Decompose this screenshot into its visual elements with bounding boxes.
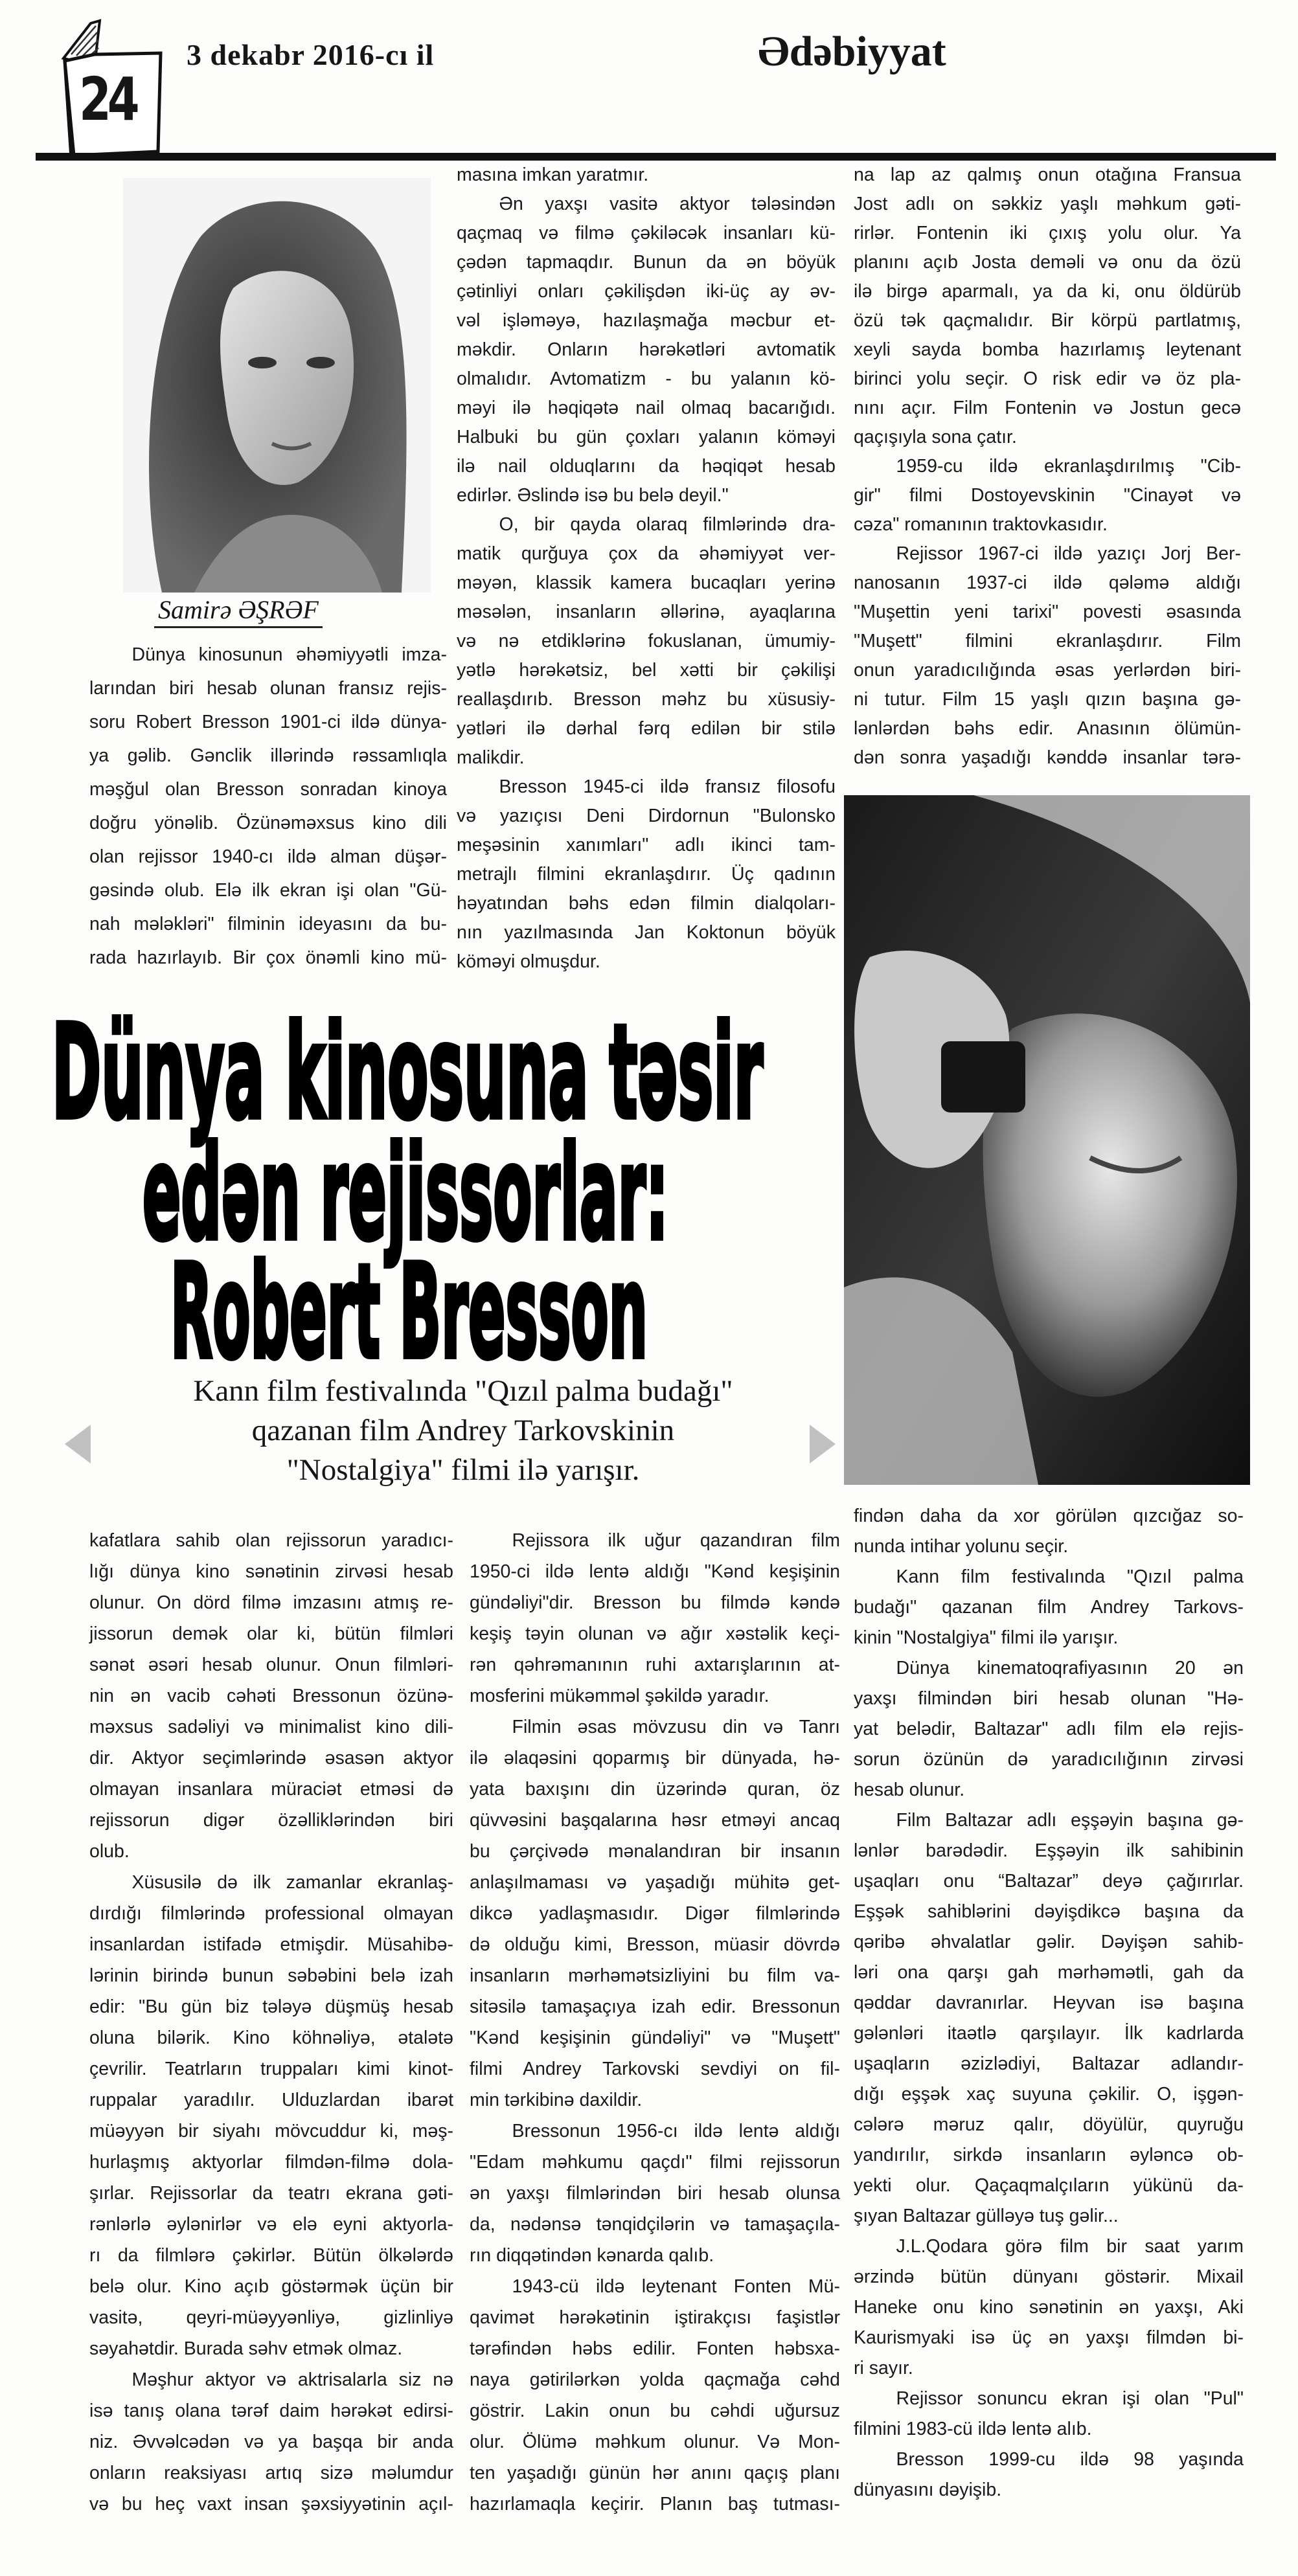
text-line: ərzində bütün dünyanı göstərir. Mixail bbox=[854, 2266, 1244, 2287]
text-line: göstrir. Lakin onun bu cəhdi uğursuz bbox=[470, 2401, 840, 2421]
paragraph bbox=[470, 1712, 840, 2116]
text-line: vəl işləməyə, hazılaşmağa məcbur et- bbox=[457, 310, 836, 331]
text-line: yat belədir, Baltazar" adlı film elə rejis- bbox=[854, 1719, 1244, 1739]
paragraph bbox=[854, 1501, 1244, 1562]
text-line: lənlər barədədir. Eşşəyin ilk sahibinin bbox=[854, 1840, 1244, 1861]
text-line: ni tutur. Film 15 yaşlı qızın başına gə- bbox=[854, 689, 1241, 710]
text-line: özü tək qaçmalıdır. Bir körpü partlatmış, bbox=[854, 310, 1241, 331]
text-line: Ən yaxşı vasitə aktyor tələsindən bbox=[499, 194, 836, 214]
text-line: soru Robert Bresson 1901-ci ildə dünya- bbox=[89, 712, 447, 732]
paragraph bbox=[457, 190, 836, 510]
text-line: yətləri ilə dərhal fərq edilən bir stilə bbox=[457, 718, 836, 739]
bresson-photo bbox=[844, 795, 1250, 1485]
text-line: qaçışıyla sona çatır. bbox=[854, 427, 1017, 447]
text-line: olmalıdır. Avtomatizm - bu yalanın kö- bbox=[457, 368, 836, 389]
text-line: ten yaşadığı günün hər anını qaçış planı bbox=[470, 2463, 840, 2483]
paragraph bbox=[854, 2384, 1244, 2445]
subheadline-line: qazanan film Andrey Tarkovskinin bbox=[251, 1414, 675, 1447]
text-line: Filmin əsas mövzusu din və Tanrı bbox=[512, 1717, 840, 1737]
text-line: uşaqları onu “Baltazar” deyə çağırırlar. bbox=[854, 1871, 1244, 1892]
text-line: filmini 1983-cü ildə lentə alıb. bbox=[854, 2419, 1092, 2439]
text-line: yətlə hərəkətsiz, bel xətti bir çəkilişi bbox=[457, 660, 836, 681]
text-line: metrajlı filmini ekranlaşdırır. Üç qadının bbox=[457, 864, 836, 885]
paragraph bbox=[470, 1525, 840, 1712]
text-line: qaçmaq və filmə çəkiləcək insanları kü- bbox=[457, 223, 836, 243]
text-line: vasitə, qeyri-müəyyənliyə, gizlinliyə bbox=[89, 2307, 453, 2328]
text-line: da, nədənsə tənqidçilərin və tamaşaçıla- bbox=[470, 2214, 840, 2235]
text-line: məyi ilə həqiqətə nail olmaq bacarığıdı. bbox=[457, 398, 836, 418]
text-line: anlaşılmaması və yaşadığı mühitə get- bbox=[470, 1872, 840, 1893]
text-line: filmi Andrey Tarkovski sevdiyi on fil- bbox=[470, 2059, 840, 2079]
text-line: masına imkan yaratmır. bbox=[457, 164, 649, 185]
text-line: jissorun demək olar ki, bütün filmləri bbox=[89, 1623, 453, 1644]
text-line: insanlardan istifadə etmişdir. Müsahibə- bbox=[89, 1934, 453, 1955]
text-line: keşiş təyin olunan və ağır xəstəlik keçi- bbox=[470, 1623, 840, 1644]
text-line: ilə əlaqəsini qoparmış bir dünyada, hə- bbox=[470, 1748, 840, 1768]
text-line: Film Baltazar adlı eşşəyin başına gə- bbox=[896, 1810, 1244, 1831]
text-line: edir: "Bu gün biz tələyə düşmüş hesab bbox=[89, 1996, 453, 2017]
text-line: çətinliyi onları çəkilişdən iki-üç ay əv- bbox=[457, 281, 836, 302]
paragraph bbox=[457, 773, 836, 977]
text-line: ri sayır. bbox=[854, 2358, 913, 2378]
paragraph bbox=[89, 1867, 453, 2364]
text-line: ruppalar yaradılır. Ulduzlardan ibarət bbox=[89, 2090, 453, 2110]
text-line: də olduğu kimi, Bresson, müasir dövrdə bbox=[470, 1934, 840, 1955]
text-line: dir. Aktyor seçimlərində əsasən aktyor bbox=[89, 1748, 453, 1768]
page-number: 24 bbox=[79, 65, 136, 134]
subheadline bbox=[139, 1372, 787, 1490]
text-line: edirlər. Əslində isə bu belə deyil." bbox=[457, 485, 729, 506]
text-line: yekti olur. Qaçaqmalçıların yükünü da- bbox=[854, 2175, 1244, 2196]
text-line: lığı dünya kino sənətinin zirvəsi hesab bbox=[89, 1561, 453, 1582]
text-line: belə olur. Kino açıb göstərmək üçün bir bbox=[89, 2276, 453, 2297]
text-line: rən qəhrəmanının ruhi axtarışlarının at- bbox=[470, 1655, 840, 1675]
text-line: dığı eşşək xaç suyuna çəkilir. O, işgən- bbox=[854, 2084, 1244, 2105]
text-line: planını açıb Josta deməli və onu da özü bbox=[854, 252, 1241, 273]
text-line: olunur. On dörd filmə imzasını atmış re- bbox=[89, 1592, 453, 1613]
text-line: lərinin birində bunun səbəbini belə izah bbox=[89, 1965, 453, 1986]
text-line: Rejissora ilk uğur qazandıran film bbox=[512, 1530, 840, 1551]
text-line: rənlərlə əylənirlər və elə eyni aktyorla- bbox=[89, 2214, 453, 2235]
text-line: J.L.Qodara görə film bir saat yarım bbox=[896, 2236, 1244, 2257]
paragraph bbox=[470, 2116, 840, 2271]
text-line: tərəfindən həbs edilir. Fonten həbsxa- bbox=[470, 2338, 840, 2359]
article-column-top-middle bbox=[457, 161, 836, 977]
text-line: şıyan Baltazar gülləyə tuş gəlir... bbox=[854, 2206, 1119, 2226]
text-line: Dünya kinematoqrafiyasının 20 ən bbox=[896, 1658, 1244, 1678]
text-line: rejissorun digər özəlliklərindən biri bbox=[89, 1810, 453, 1831]
text-line: gündəliyi"dir. Bresson bu filmdə kəndə bbox=[470, 1592, 840, 1613]
text-line: qüvvəsini başqalarına həsr etməyi ancaq bbox=[470, 1810, 840, 1831]
text-line: O, bir qayda olaraq filmlərində dra- bbox=[499, 514, 836, 535]
text-line: dikcə yadlaşmasıdır. Digər filmlərində bbox=[470, 1903, 840, 1924]
article-column-top-left bbox=[89, 638, 447, 975]
text-line: nah mələkləri" filminin ideyasını da bu- bbox=[89, 914, 447, 934]
text-line: Bressonun 1956-cı ildə lentə aldığı bbox=[512, 2121, 840, 2141]
text-line: Bresson 1999-cu ildə 98 yaşında bbox=[896, 2449, 1244, 2470]
text-line: və yazıçısı Deni Dirdornun "Bulonsko bbox=[457, 806, 836, 826]
text-line: onun yaradıcılığında əsas yerlərdən biri- bbox=[854, 660, 1241, 681]
text-line: və nə etdiklərinə fokuslanan, ümumiy- bbox=[457, 631, 836, 651]
text-line: 1943-cü ildə leytenant Fonten Mü- bbox=[512, 2276, 840, 2297]
text-line: onların reaksiyası artıq sizə məlumdur bbox=[89, 2463, 453, 2483]
text-line: Kaurismyaki isə üç ən yaxşı filmdən bi- bbox=[854, 2327, 1244, 2348]
text-line: çədən tapmaqdır. Bunun da ən böyük bbox=[457, 252, 836, 273]
text-line: "Kənd keşişinin gündəliyi" və "Muşett" bbox=[470, 2028, 840, 2048]
text-line: kinin "Nostalgiya" filmi ilə yarışır. bbox=[854, 1627, 1119, 1648]
text-line: cələrə məruz qalır, döyülür, quyruğu bbox=[854, 2114, 1244, 2135]
text-line: müəyyən bir siyahı mövcuddur ki, məş- bbox=[89, 2121, 453, 2141]
header-rule bbox=[36, 153, 1276, 161]
text-line: hesab olunur. bbox=[854, 1779, 965, 1800]
text-line: Rejissor sonuncu ekran işi olan "Pul" bbox=[896, 2388, 1244, 2409]
text-line: məxsus sadəliyi və minimalist kino dili- bbox=[89, 1717, 453, 1737]
text-line: nını açır. Film Fontenin və Jostun gecə bbox=[854, 398, 1241, 418]
text-line: Dünya kinosunun əhəmiyyətli imza- bbox=[131, 644, 447, 665]
text-line: niz. Əvvəlcədən və ya başqa bir anda bbox=[89, 2432, 453, 2452]
author-photo bbox=[123, 178, 431, 593]
subheadline-line: Kann film festivalında "Qızıl palma budağı" bbox=[193, 1374, 733, 1408]
text-line: nın yazılmasında Jan Koktonun böyük bbox=[457, 922, 836, 943]
text-line: birinci yolu seçir. O risk edir və öz pla- bbox=[854, 368, 1241, 389]
text-line: gəsində olub. Elə ilk ekran işi olan "Gü- bbox=[89, 880, 447, 901]
text-line: naya gətirilərkən yolda qaçmağa cəhd bbox=[470, 2369, 840, 2390]
text-line: reallaşdırıb. Bresson məhz bu xüsusiy- bbox=[457, 689, 836, 710]
text-line: lənlərdən bəhs edir. Anasının ölümün- bbox=[854, 718, 1241, 739]
subheadline-line: "Nostalgiya" filmi ilə yarışır. bbox=[286, 1453, 640, 1487]
article-column-bottom-middle bbox=[470, 1525, 840, 2520]
paragraph bbox=[854, 2445, 1244, 2505]
paragraph bbox=[89, 638, 447, 975]
text-line: dən sonra yaşadığı kənddə insanlar tərə- bbox=[854, 747, 1241, 768]
article-column-top-right bbox=[854, 161, 1241, 773]
text-line: Xüsusilə də ilk zamanlar ekranlaş- bbox=[131, 1872, 453, 1893]
text-line: rın diqqətindən kənarda qalıb. bbox=[470, 2245, 714, 2266]
text-line: larından biri hesab olunan fransız rejis- bbox=[89, 678, 447, 699]
text-line: şırlar. Rejissorlar da teatrı ekrana gəti- bbox=[89, 2183, 453, 2204]
text-line: mosferini mükəmməl şəkildə yaradır. bbox=[470, 1686, 769, 1706]
right-arrow-ornament-icon bbox=[806, 1421, 839, 1467]
text-line: qəribə əhvalatlar gəlir. Dəyişən sahib- bbox=[854, 1932, 1244, 1952]
text-line: məsələn, insanların əllərinə, ayaqlarına bbox=[457, 602, 836, 622]
paragraph bbox=[89, 2364, 453, 2520]
left-arrow-ornament-icon bbox=[62, 1421, 94, 1467]
text-line: çevrilir. Teatrların truppaları kimi kinot- bbox=[89, 2059, 453, 2079]
text-line: qəddar davranırlar. Heyvan isə başına bbox=[854, 1993, 1244, 2013]
text-line: na lap az qalmış onun otağına Fransua bbox=[854, 164, 1241, 185]
text-line: oluna bilərik. Kino köhnəliyə, ətalətə bbox=[89, 2028, 453, 2048]
text-line: yandırılır, sirkdə insanların əyləncə ob- bbox=[854, 2145, 1244, 2165]
text-line: olmayan insanlara müraciət etməsi də bbox=[89, 1779, 453, 1800]
text-line: Eşşək sahiblərini dəyişdikcə başına da bbox=[854, 1901, 1244, 1922]
text-line: qavimət hərəkətinin iştirakçısı faşistlər bbox=[470, 2307, 840, 2328]
paragraph bbox=[854, 1562, 1244, 1653]
text-line: məkdir. Onların hərəkətləri avtomatik bbox=[457, 339, 836, 360]
text-line: və bu heç vaxt insan şəxsiyyətinin açıl- bbox=[89, 2494, 453, 2514]
paragraph bbox=[457, 510, 836, 773]
text-line: ləri ona qarşı gah mərhəmətli, gah da bbox=[854, 1962, 1244, 1983]
text-line: Jost adlı on səkkiz yaşlı məhkum gəti- bbox=[854, 194, 1241, 214]
text-line: rirlər. Fontenin iki çıxış yolu olur. Ya bbox=[854, 223, 1241, 243]
section-title: Ədəbiyyat bbox=[758, 28, 946, 75]
text-line: Bresson 1945-ci ildə fransız filosofu bbox=[499, 776, 836, 797]
paragraph bbox=[854, 161, 1241, 452]
text-line: 1950-ci ildə lentə aldığı "Kənd keşişinin bbox=[470, 1561, 840, 1582]
text-line: 1959-cu ildə ekranlaşdırılmış "Cib- bbox=[896, 456, 1241, 477]
text-line: olur. Ölümə məhkum olunur. Və Mon- bbox=[470, 2432, 840, 2452]
text-line: "Edam məhkumu qaçdı" filmi rejissorun bbox=[470, 2152, 840, 2173]
text-line: yata baxışını din üzərində quran, öz bbox=[470, 1779, 840, 1800]
paragraph bbox=[470, 2271, 840, 2520]
page-number-badge bbox=[45, 14, 168, 158]
text-line: gir" filmi Dostoyevskinin "Cinayət və bbox=[854, 485, 1241, 506]
text-line: nunda intihar yolunu seçir. bbox=[854, 1536, 1069, 1557]
text-line: olan rejissor 1940-cı ildə alman düşər- bbox=[89, 846, 447, 867]
text-line: sorun özünün də yaradıcılığının zirvəsi bbox=[854, 1749, 1244, 1770]
text-line: findən daha da xor görülən qızcığaz so- bbox=[854, 1506, 1244, 1526]
text-line: insanların mərhəmətsizliyini bu film va- bbox=[470, 1965, 840, 1986]
text-line: Məşhur aktyor və aktrisalarla siz nə bbox=[131, 2369, 453, 2390]
text-line: Haneke onu kino sənətinin ən yaxşı, Aki bbox=[854, 2297, 1244, 2318]
text-line: ilə birgə aparmalı, ya da ki, onu öldürüb bbox=[854, 281, 1241, 302]
text-line: olub. bbox=[89, 1841, 130, 1862]
text-line: doğru yönəlib. Özünəməxsus kino dili bbox=[89, 813, 447, 833]
text-line: yaxşı filmindən biri hesab olunan "Hə- bbox=[854, 1688, 1244, 1709]
text-line: Rejissor 1967-ci ildə yazıçı Jorj Ber- bbox=[896, 543, 1241, 564]
headline-line-1: Dünya kinosuna təsir bbox=[52, 1010, 764, 1148]
text-line: rı da filmlərə çəkirlər. Bütün ölkələrdə bbox=[89, 2245, 453, 2266]
text-line: kafatlara sahib olan rejissorun yaradıcı- bbox=[89, 1530, 453, 1551]
text-line: "Muşettin yeni tarixi" povesti əsasında bbox=[854, 602, 1241, 622]
text-line: məyən, klassik kamera bucaqları yerinə bbox=[457, 572, 836, 593]
text-line: ən yaxşı filmlərindən biri hesab olunsa bbox=[470, 2183, 840, 2204]
text-line: məşğul olan Bresson sonradan kinoya bbox=[89, 779, 447, 800]
text-line: matik qurğuya çox da əhəmiyyət ver- bbox=[457, 543, 836, 564]
text-line: min tərkibinə daxildir. bbox=[470, 2090, 643, 2110]
text-line: meşəsinin xanımları" adlı ikinci tam- bbox=[457, 835, 836, 855]
text-line: nanosanın 1937-ci ildə qələmə aldığı bbox=[854, 572, 1241, 593]
paragraph bbox=[457, 161, 836, 190]
text-line: ilə nail olduqlarını da həqiqət hesab bbox=[457, 456, 836, 477]
issue-date: 3 dekabr 2016-cı il bbox=[187, 38, 435, 71]
article-column-bottom-left bbox=[89, 1525, 453, 2520]
text-line: hazırlamaqla keçirir. Planın baş tutması- bbox=[470, 2494, 840, 2514]
text-line: dırdığı filmlərində professional olmayan bbox=[89, 1903, 453, 1924]
text-line: budağı" qazanan film Andrey Tarkovs- bbox=[854, 1597, 1244, 1618]
headline bbox=[39, 1010, 829, 1373]
text-line: sənət əsəri hesab olunur. Onun filmləri- bbox=[89, 1655, 453, 1675]
text-line: "Muşett" filmini ekranlaşdırır. Film bbox=[854, 631, 1241, 651]
text-line: köməyi olmuşdur. bbox=[457, 951, 600, 972]
headline-line-3: Robert Bresson bbox=[170, 1237, 648, 1373]
text-line: Kann film festivalında "Qızıl palma bbox=[896, 1566, 1244, 1587]
paragraph bbox=[854, 1653, 1244, 1805]
paragraph bbox=[854, 452, 1241, 539]
text-line: xeyli sayda bomba hazırlamış leytenant bbox=[854, 339, 1241, 360]
text-line: hurlaşmış aktyorlar filmdən-filmə dola- bbox=[89, 2152, 453, 2173]
paragraph bbox=[854, 539, 1241, 773]
text-line: rada hazırlayıb. Bir çox önəmli kino mü- bbox=[89, 947, 447, 968]
text-line: dünyasını dəyişib. bbox=[854, 2480, 1002, 2500]
headline-line-2: edən rejissorlar: bbox=[142, 1118, 668, 1269]
text-line: uşaqların əzizlədiyi, Baltazar adlandır- bbox=[854, 2053, 1244, 2074]
article-column-bottom-right bbox=[854, 1501, 1244, 2505]
text-line: nin ən vacib cəhəti Bressonun özünə- bbox=[89, 1686, 453, 1706]
text-line: bu çərçivədə mənalandıran bir insanın bbox=[470, 1841, 840, 1862]
paragraph bbox=[854, 1805, 1244, 2231]
text-line: Halbuki bu gün çoxları yalanın köməyi bbox=[457, 427, 836, 447]
paragraph bbox=[89, 1525, 453, 1867]
text-line: ya gəlib. Gənclik illərində rəssamlıqla bbox=[89, 745, 447, 766]
text-line: cəza" romanının traktovkasıdır. bbox=[854, 514, 1108, 535]
text-line: isə tanış olana tərəf daim hərəkət edirsi- bbox=[89, 2401, 453, 2421]
text-line: səyahətdir. Burada səhv etmək olmaz. bbox=[89, 2338, 403, 2359]
paragraph bbox=[854, 2231, 1244, 2384]
text-line: malikdir. bbox=[457, 747, 525, 768]
text-line: sitəsilə tamaşaçıya izah edir. Bressonun bbox=[470, 1996, 840, 2017]
text-line: həyatından bəhs edən filmin dialqoları- bbox=[457, 893, 836, 914]
author-byline: Samirə ƏŞRƏF bbox=[154, 594, 323, 628]
text-line: gələnləri itaətlə qarşılayır. İlk kadrlarda bbox=[854, 2023, 1244, 2044]
